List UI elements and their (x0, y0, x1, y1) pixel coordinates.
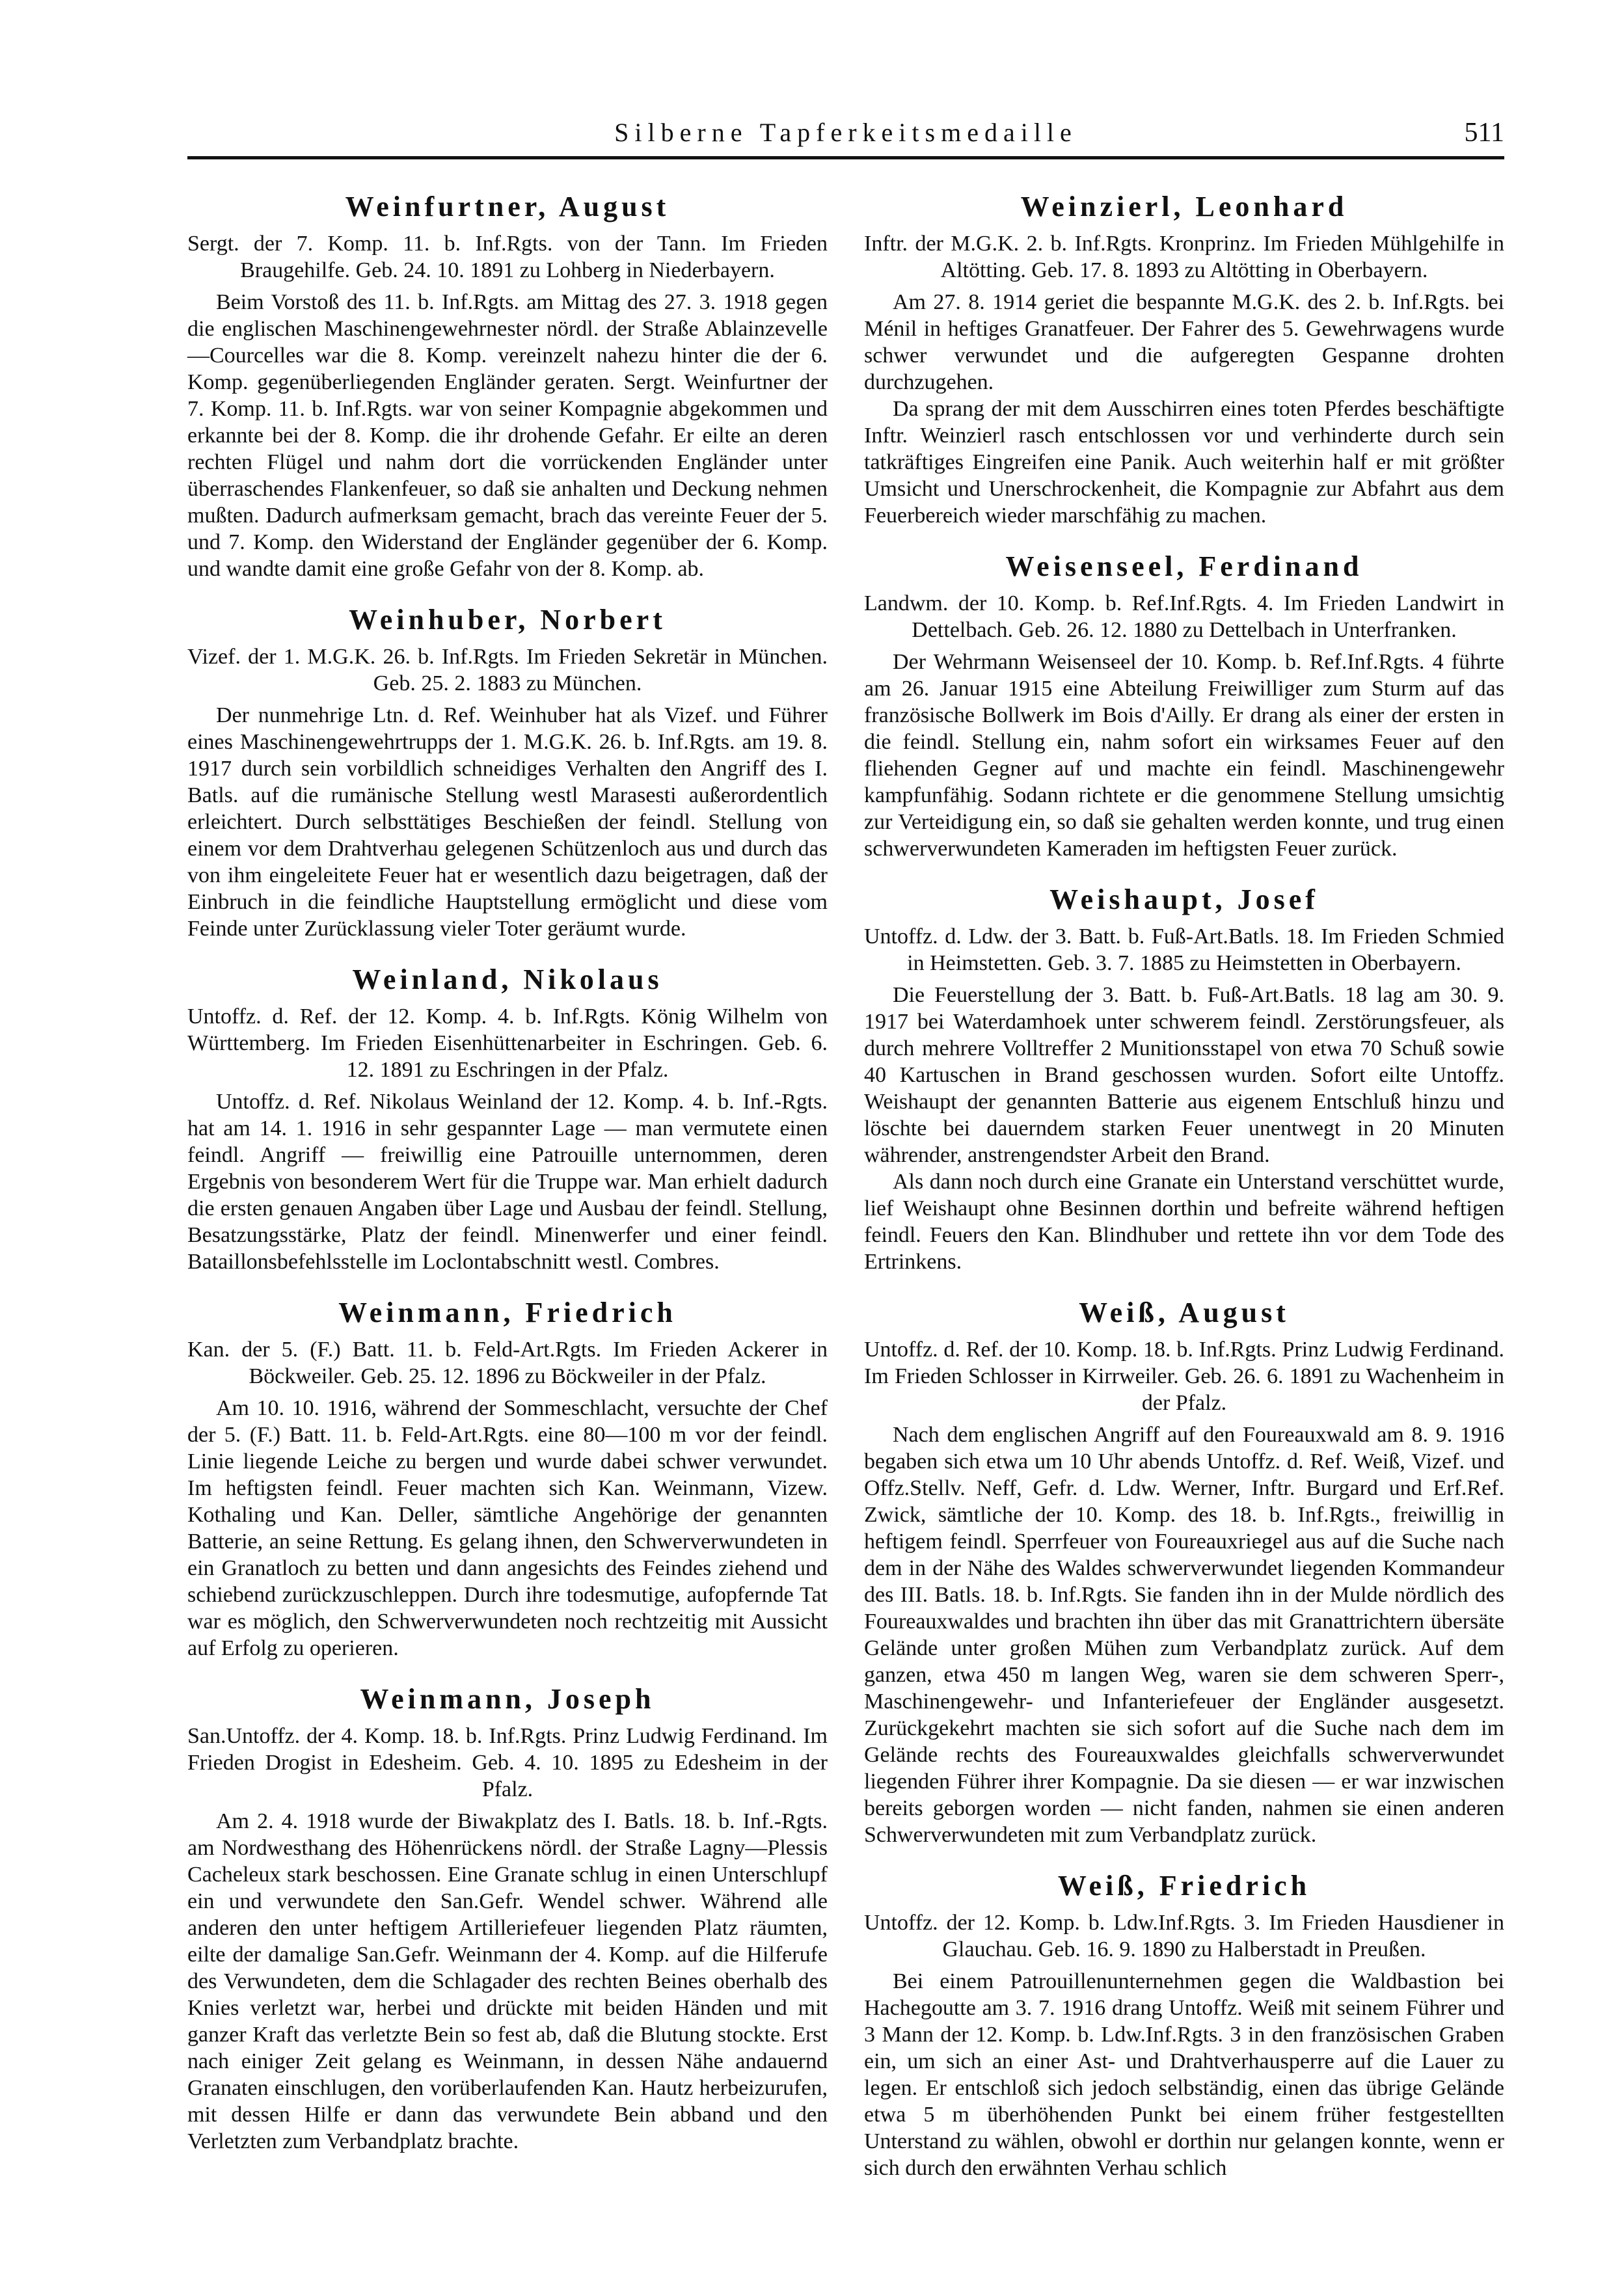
entry-details: Sergt. der 7. Komp. 11. b. Inf.Rgts. von der Tann. Im Frieden Braugehilfe. Geb. 24. 10. 1891 zu Lohberg in Niederbayern. (187, 232, 828, 282)
entry-details: San.Untoffz. der 4. Komp. 18. b. Inf.Rgts. Prinz Ludwig Ferdinand. Im Frieden Drogist in Edesheim. Geb. 4. 10. 1895 zu Edesheim in der Pfalz. (187, 1724, 828, 1801)
entry-weishaupt (864, 882, 1504, 1275)
entry-paragraph: Untoffz. d. Ref. Nikolaus Weinland der 12. Komp. 4. b. Inf.-Rgts. hat am 14. 1. 1916 in sehr gespannter Lage — man vermutete einen feindl. Angriff — freiwillig eine Patrouille unternommen, deren Ergebnis von besonderem Wert für die Truppe war. Man erhielt dadurch die ersten genauen Angaben über Lage und Ausbau der feindl. Stellung, Besatzungsstärke, Platz der feindl. Minenwerfer und einer feindl. Bataillonsbefehlsstelle im Loclontabschnitt westl. Combres. (187, 1090, 828, 1274)
right-column (864, 182, 1504, 2201)
entry-details: Untoffz. der 12. Komp. b. Ldw.Inf.Rgts. 3. Im Frieden Hausdiener in Glauchau. Geb. 16. 9. 1890 zu Halberstadt in Preußen. (864, 1911, 1504, 1961)
entry-name: Weinland, Nikolaus (352, 963, 663, 995)
entry-paragraph: Am 10. 10. 1916, während der Sommeschlacht, versuchte der Chef der 5. (F.) Batt. 11. b. Feld-Art.Rgts. eine 80—100 m vor der feindl. Linie liegende Leiche zu bergen und wurde dabei schwer verwundet. Im heftigsten feindl. Feuer machten sich Kan. Weinmann, Vizew. Kothaling und Kan. Deller, sämtliche Angehörige der genannten Batterie, an seine Rettung. Es gelang ihnen, den Schwerverwundeten in ein Granatloch zu betten und dann angesichts des Feindes ziehend und schiebend zurückzuschleppen. Durch ihre todesmutige, aufopfernde Tat war es möglich, den Schwerverwundeten noch rechtzeitig mit Aussicht auf Erfolg zu operieren. (187, 1396, 828, 1660)
page-header (187, 117, 1504, 156)
entry-name: Weiß, Friedrich (1057, 1870, 1311, 1902)
entry-paragraph: Der nunmehrige Ltn. d. Ref. Weinhuber hat als Vizef. und Führer eines Maschinengewehrtrupps der 1. M.G.K. 26. b. Inf.Rgts. am 19. 8. 1917 durch sein vorbildlich schneidiges Verhalten den Angriff des I. Batls. auf die rumänische Stellung westl Marasesti außerordentlich erleichtert. Durch selbsttätiges Beschießen der feindl. Stellung von einem vor dem Drahtverhau gelegenen Schützenloch aus und durch das von ihm eingeleitete Feuer hat er wesentlich dazu beigetragen, daß der Einbruch in die feindliche Hauptstellung ermöglicht und diese vom Feinde unter Zurücklassung vieler Toter geräumt wurde. (187, 703, 828, 941)
entry-paragraph: Bei einem Patrouillenunternehmen gegen die Waldbastion bei Hachegoutte am 3. 7. 1916 drang Untoffz. Weiß mit seinem Führer und 3 Mann der 12. Komp. b. Ldw.Inf.Rgts. 3 in den französischen Graben ein, um sich an einer Ast- und Drahtverhausperre auf die Lauer zu legen. Er entschloß sich jedoch selbständig, einen das übrige Gelände etwa 5 m überhöhenden Punkt bei einem früher festgestellten Unterstand zu wählen, obwohl er dorthin nur gelangen konnte, wenn er sich durch den erwähnten Verhau schlich (864, 1969, 1504, 2180)
entry-weinmann-joseph (187, 1681, 828, 2155)
entry-paragraph: Die Feuerstellung der 3. Batt. b. Fuß-Art.Batls. 18 lag am 30. 9. 1917 bei Waterdamhoek unter schwerem feindl. Zerstörungsfeuer, als durch mehrere Volltreffer 2 Munitionsstapel von etwa 70 Schuß sowie 40 Kartuschen in Brand geschossen wurden. Sofort eilte Untoffz. Weishaupt der genannten Batterie aus eigenem Entschluß hinzu und löschte bei dauerndem starken Feuer unentwegt in 20 Minuten währender, anstrengendster Arbeit den Brand. (864, 983, 1504, 1167)
header-rule (187, 156, 1504, 159)
entry-paragraph: Da sprang der mit dem Ausschirren eines toten Pferdes beschäftigte Inftr. Weinzierl rasch entschlossen vor und verhinderte durch sein tatkräftiges Eingreifen eine Panik. Auch weiterhin half er mit größter Umsicht und Unerschrockenheit, die Kompagnie zur Abfahrt aus dem Feuerbereich wieder marschfähig zu machen. (864, 397, 1504, 528)
entry-name: Weiß, August (1079, 1297, 1290, 1328)
entry-weinmann-friedrich (187, 1295, 828, 1662)
entry-name: Weinmann, Friedrich (338, 1297, 677, 1328)
entry-weinzierl (864, 189, 1504, 529)
entry-details: Vizef. der 1. M.G.K. 26. b. Inf.Rgts. Im Frieden Sekretär in München. Geb. 25. 2. 1883 zu München. (187, 645, 828, 695)
entry-details: Inftr. der M.G.K. 2. b. Inf.Rgts. Kronprinz. Im Frieden Mühlgehilfe in Altötting. Geb. 17. 8. 1893 zu Altötting in Oberbayern. (864, 232, 1504, 282)
entry-name: Weinfurtner, August (345, 191, 670, 222)
entry-paragraph: Als dann noch durch eine Granate ein Unterstand verschüttet wurde, lief Weishaupt ohne Besinnen dorthin und befreite während heftigen feindl. Feuers den Kan. Blindhuber und rettete ihn vor dem Tode des Ertrinkens. (864, 1170, 1504, 1274)
entry-details: Untoffz. d. Ref. der 10. Komp. 18. b. Inf.Rgts. Prinz Ludwig Ferdinand. Im Frieden Schlosser in Kirrweiler. Geb. 26. 6. 1891 zu Wachenheim in der Pfalz. (864, 1338, 1504, 1415)
entry-weiss-august (864, 1295, 1504, 1848)
entry-paragraph: Am 2. 4. 1918 wurde der Biwakplatz des I. Batls. 18. b. Inf.-Rgts. am Nordwesthang des Höhenrückens nördl. der Straße Lagny—Plessis Cacheleux stark beschossen. Eine Granate schlug in einen Unterschlupf ein und verwundete den San.Gefr. Wendel schwer. Während alle anderen den unter heftigem Artilleriefeuer liegenden Platz räumten, eilte der damalige San.Gefr. Weinmann der 4. Komp. auf die Hilferufe des Verwundeten, dem die Schlagader des rechten Beines oberhalb des Knies verletzt war, herbei und drückte mit beiden Händen und mit ganzer Kraft das verletzte Bein so fest ab, daß die Blutung stockte. Erst nach einiger Zeit gelang es Weinmann, in dessen Nähe andauernd Granaten einschlugen, den vorüberlaufenden Kan. Hautz herbeizurufen, mit dessen Hilfe er dann das verwundete Bein abband und den Verletzten zum Verbandplatz brachte. (187, 1809, 828, 2153)
entry-paragraph: Am 27. 8. 1914 geriet die bespannte M.G.K. des 2. b. Inf.Rgts. bei Ménil in heftiges Granatfeuer. Der Fahrer des 5. Gewehrwagens wurde schwer verwundet und die aufgeregten Gespanne drohten durchzugehen. (864, 290, 1504, 394)
entry-details: Untoffz. d. Ref. der 12. Komp. 4. b. Inf.Rgts. König Wilhelm von Württemberg. Im Frieden Eisenhüttenarbeiter in Eschringen. Geb. 6. 12. 1891 zu Eschringen in der Pfalz. (187, 1004, 828, 1082)
entry-name: Weisenseel, Ferdinand (1005, 550, 1363, 582)
entry-details: Kan. der 5. (F.) Batt. 11. b. Feld-Art.Rgts. Im Frieden Ackerer in Böckweiler. Geb. 25. 12. 1896 zu Böckweiler in der Pfalz. (187, 1338, 828, 1388)
entry-details: Landwm. der 10. Komp. b. Ref.Inf.Rgts. 4. Im Frieden Landwirt in Dettelbach. Geb. 26. 12. 1880 zu Dettelbach in Unterfranken. (864, 591, 1504, 642)
entry-name: Weinhuber, Norbert (349, 604, 666, 636)
left-column (187, 182, 828, 2174)
entry-weisenseel (864, 548, 1504, 862)
entry-weiss-friedrich (864, 1868, 1504, 2181)
entry-weinhuber (187, 602, 828, 942)
running-title: Silberne Tapferkeitsmedaille (614, 118, 1077, 147)
entry-paragraph: Der Wehrmann Weisenseel der 10. Komp. b. Ref.Inf.Rgts. 4 führte am 26. Januar 1915 eine Abteilung Freiwilliger zum Sturm auf das französische Bollwerk im Bois d'Ailly. Er drang als einer der ersten in die feindl. Stellung ein, nahm sofort ein wirksames Feuer auf den fliehenden Gegner auf und machte ein feindl. Maschinengewehr kampfunfähig. Sodann richtete er die genommene Stellung umsichtig zur Verteidigung ein, so daß sie gehalten werden konnte, und trug einen schwerverwundeten Kameraden im heftigsten Feuer zurück. (864, 650, 1504, 861)
entry-details: Untoffz. d. Ldw. der 3. Batt. b. Fuß-Art.Batls. 18. Im Frieden Schmied in Heimstetten. Geb. 3. 7. 1885 zu Heimstetten in Oberbayern. (864, 924, 1504, 975)
entry-paragraph: Beim Vorstoß des 11. b. Inf.Rgts. am Mittag des 27. 3. 1918 gegen die englischen Maschinengewehrnester nördl. der Straße Ablainzevelle—Courcelles war die 8. Komp. vereinzelt nahezu hinter die der 6. Komp. gegenüberliegenden Engländer geraten. Sergt. Weinfurtner der 7. Komp. 11. b. Inf.Rgts. war von seiner Kompagnie abgekommen und erkannte bei der 8. Komp. die ihr drohende Gefahr. Er eilte an deren rechten Flügel und nahm dort die vorrückenden Engländer unter überraschendes Flankenfeuer, so daß sie anhalten und Deckung nehmen mußten. Dadurch aufmerksam gemacht, brach das vereinte Feuer der 5. und 7. Komp. den Widerstand der Engländer gegenüber der 6. Komp. und wandte damit eine große Gefahr von der 8. Komp. ab. (187, 290, 828, 581)
entry-name: Weinzierl, Leonhard (1020, 191, 1348, 222)
entry-weinland (187, 962, 828, 1275)
entry-weinfurtner (187, 189, 828, 582)
entry-paragraph: Nach dem englischen Angriff auf den Foureauxwald am 8. 9. 1916 begaben sich etwa um 10 Uhr abends Untoffz. d. Ref. Weiß, Vizef. und Offz.Stellv. Neff, Gefr. d. Ldw. Werner, Inftr. Burgard und Erf.Ref. Zwick, sämtliche der 10. Komp. des 18. b. Inf.Rgts., freiwillig in heftigem feindl. Sperrfeuer von Foureauxriegel aus auf die Suche nach dem in der Nähe des Waldes schwerverwundet liegenden Kommandeur des III. Batls. 18. b. Inf.Rgts. Sie fanden ihn in der Mulde nördlich des Foureauxwaldes und brachten ihn über das mit Granattrichtern übersäte Gelände unter großen Mühen zum Verbandplatz zurück. Auf dem ganzen, etwa 450 m langen Weg, waren sie dem schweren Sperr-, Maschinengewehr- und Infanteriefeuer der Engländer ausgesetzt. Zurückgekehrt machten sie sich sofort auf die Suche nach dem im Gelände rechts des Foureauxwaldes gleichfalls schwerverwundet liegenden Führer ihrer Kompagnie. Da sie diesen — er war inzwischen bereits geborgen worden — nicht fanden, nahmen sie einen anderen Schwerverwundeten mit zum Verbandplatz zurück. (864, 1423, 1504, 1847)
entry-name: Weishaupt, Josef (1049, 883, 1319, 915)
page-number: 511 (1464, 118, 1504, 148)
entry-name: Weinmann, Joseph (360, 1683, 655, 1715)
